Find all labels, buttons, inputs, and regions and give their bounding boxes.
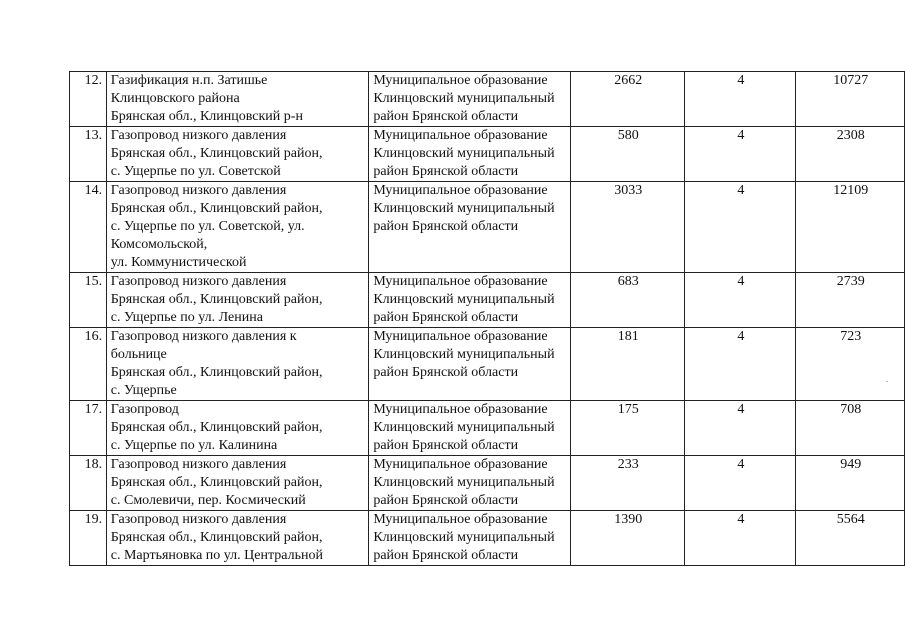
- object-name-line: Газопровод низкого давления: [110, 512, 287, 527]
- owner-line: Клинцовский муниципальный: [373, 201, 555, 216]
- row-number: 14.: [84, 183, 103, 198]
- owner-cell: [369, 273, 571, 328]
- object-name-cell: [106, 401, 369, 456]
- owner-line: Муниципальное образование: [373, 183, 548, 198]
- object-name-cell: [106, 511, 369, 566]
- object-name-line: Газопровод: [110, 402, 179, 417]
- owner-line: Муниципальное образование: [373, 329, 548, 344]
- value-cell: 949: [796, 456, 905, 511]
- table-row: [70, 401, 905, 456]
- row-number-cell: [70, 328, 107, 401]
- owner-cell: [369, 511, 571, 566]
- row-number-cell: [70, 456, 107, 511]
- row-number: 19.: [84, 512, 103, 527]
- object-name-line: Брянская обл., Клинцовский район,: [110, 365, 323, 380]
- owner-line: район Брянской области: [373, 109, 519, 124]
- pressure-cell: 4: [685, 456, 796, 511]
- object-name-line: Клинцовского района: [110, 91, 240, 106]
- row-number-cell: [70, 72, 107, 127]
- object-name-line: Брянская обл., Клинцовский район,: [110, 146, 323, 161]
- object-name-line: Брянская обл., Клинцовский район,: [110, 475, 323, 490]
- row-number: 13.: [84, 128, 103, 143]
- owner-line: район Брянской области: [373, 219, 519, 234]
- object-name-line: с. Ущерпье по ул. Советской: [110, 164, 281, 179]
- value-cell: 2308: [796, 127, 905, 182]
- table-row: [70, 328, 905, 401]
- object-name-line: Газопровод низкого давления: [110, 274, 287, 289]
- length-cell: 233: [571, 456, 685, 511]
- table-body: [70, 72, 905, 566]
- object-name-line: Брянская обл., Клинцовский район,: [110, 292, 323, 307]
- length-cell: 181: [571, 328, 685, 401]
- pressure-cell: 4: [685, 182, 796, 273]
- object-name-cell: [106, 456, 369, 511]
- length-cell: 3033: [571, 182, 685, 273]
- object-name-line: с. Ущерпье по ул. Калинина: [110, 438, 278, 453]
- row-number-cell: [70, 127, 107, 182]
- object-name-line: Брянская обл., Клинцовский р-н: [110, 109, 303, 124]
- object-name-line: больнице: [110, 347, 167, 362]
- pressure-cell: 4: [685, 511, 796, 566]
- owner-line: Клинцовский муниципальный: [373, 420, 555, 435]
- owner-line: район Брянской области: [373, 493, 519, 508]
- owner-line: Муниципальное образование: [373, 512, 548, 527]
- object-name-cell: [106, 72, 369, 127]
- value-cell: 12109: [796, 182, 905, 273]
- value-cell: 10727: [796, 72, 905, 127]
- length-cell: 683: [571, 273, 685, 328]
- length-cell: 1390: [571, 511, 685, 566]
- table-row: [70, 127, 905, 182]
- row-number-cell: [70, 401, 107, 456]
- owner-line: Клинцовский муниципальный: [373, 292, 555, 307]
- table-row: [70, 511, 905, 566]
- length-cell: 175: [571, 401, 685, 456]
- property-register-table: [69, 71, 905, 566]
- object-name-line: Брянская обл., Клинцовский район,: [110, 420, 323, 435]
- value-cell: 723: [796, 328, 905, 401]
- row-number: 15.: [84, 274, 103, 289]
- object-name-line: с. Ущерпье по ул. Советской, ул.: [110, 219, 305, 234]
- object-name-line: с. Ущерпье: [110, 383, 177, 398]
- owner-line: Муниципальное образование: [373, 402, 548, 417]
- owner-line: район Брянской области: [373, 365, 519, 380]
- owner-line: район Брянской области: [373, 438, 519, 453]
- object-name-line: Брянская обл., Клинцовский район,: [110, 530, 323, 545]
- table-row: [70, 273, 905, 328]
- pressure-cell: 4: [685, 127, 796, 182]
- owner-cell: [369, 401, 571, 456]
- owner-line: Клинцовский муниципальный: [373, 91, 555, 106]
- scan-speck: [886, 381, 888, 382]
- owner-line: Муниципальное образование: [373, 73, 548, 88]
- row-number-cell: [70, 511, 107, 566]
- object-name-line: Газопровод низкого давления к: [110, 329, 297, 344]
- length-cell: 580: [571, 127, 685, 182]
- value-cell: 2739: [796, 273, 905, 328]
- object-name-cell: [106, 127, 369, 182]
- row-number: 17.: [84, 402, 103, 417]
- owner-line: Клинцовский муниципальный: [373, 530, 555, 545]
- owner-line: Клинцовский муниципальный: [373, 146, 555, 161]
- owner-cell: [369, 328, 571, 401]
- object-name-line: Газопровод низкого давления: [110, 457, 287, 472]
- object-name-line: с. Мартьяновка по ул. Центральной: [110, 548, 323, 563]
- value-cell: 708: [796, 401, 905, 456]
- object-name-cell: [106, 273, 369, 328]
- object-name-line: ул. Коммунистической: [110, 255, 247, 270]
- owner-line: Муниципальное образование: [373, 274, 548, 289]
- object-name-cell: [106, 182, 369, 273]
- pressure-cell: 4: [685, 328, 796, 401]
- row-number: 16.: [84, 329, 103, 344]
- owner-line: район Брянской области: [373, 310, 519, 325]
- table-row: [70, 456, 905, 511]
- value-cell: 5564: [796, 511, 905, 566]
- row-number-cell: [70, 273, 107, 328]
- owner-cell: [369, 182, 571, 273]
- row-number-cell: [70, 182, 107, 273]
- owner-cell: [369, 456, 571, 511]
- owner-line: Клинцовский муниципальный: [373, 347, 555, 362]
- owner-line: Муниципальное образование: [373, 457, 548, 472]
- pressure-cell: 4: [685, 72, 796, 127]
- object-name-line: Газификация н.п. Затишье: [110, 73, 268, 88]
- object-name-line: Брянская обл., Клинцовский район,: [110, 201, 323, 216]
- pressure-cell: 4: [685, 401, 796, 456]
- object-name-line: с. Ущерпье по ул. Ленина: [110, 310, 263, 325]
- row-number: 12.: [84, 73, 103, 88]
- object-name-line: Газопровод низкого давления: [110, 183, 287, 198]
- owner-line: район Брянской области: [373, 548, 519, 563]
- object-name-cell: [106, 328, 369, 401]
- owner-cell: [369, 127, 571, 182]
- row-number: 18.: [84, 457, 103, 472]
- object-name-line: Газопровод низкого давления: [110, 128, 287, 143]
- length-cell: 2662: [571, 72, 685, 127]
- object-name-line: с. Смолевичи, пер. Космический: [110, 493, 306, 508]
- owner-line: район Брянской области: [373, 164, 519, 179]
- owner-cell: [369, 72, 571, 127]
- object-name-line: Комсомольской,: [110, 237, 208, 252]
- table-row: [70, 72, 905, 127]
- pressure-cell: 4: [685, 273, 796, 328]
- owner-line: Муниципальное образование: [373, 128, 548, 143]
- table-row: [70, 182, 905, 273]
- owner-line: Клинцовский муниципальный: [373, 475, 555, 490]
